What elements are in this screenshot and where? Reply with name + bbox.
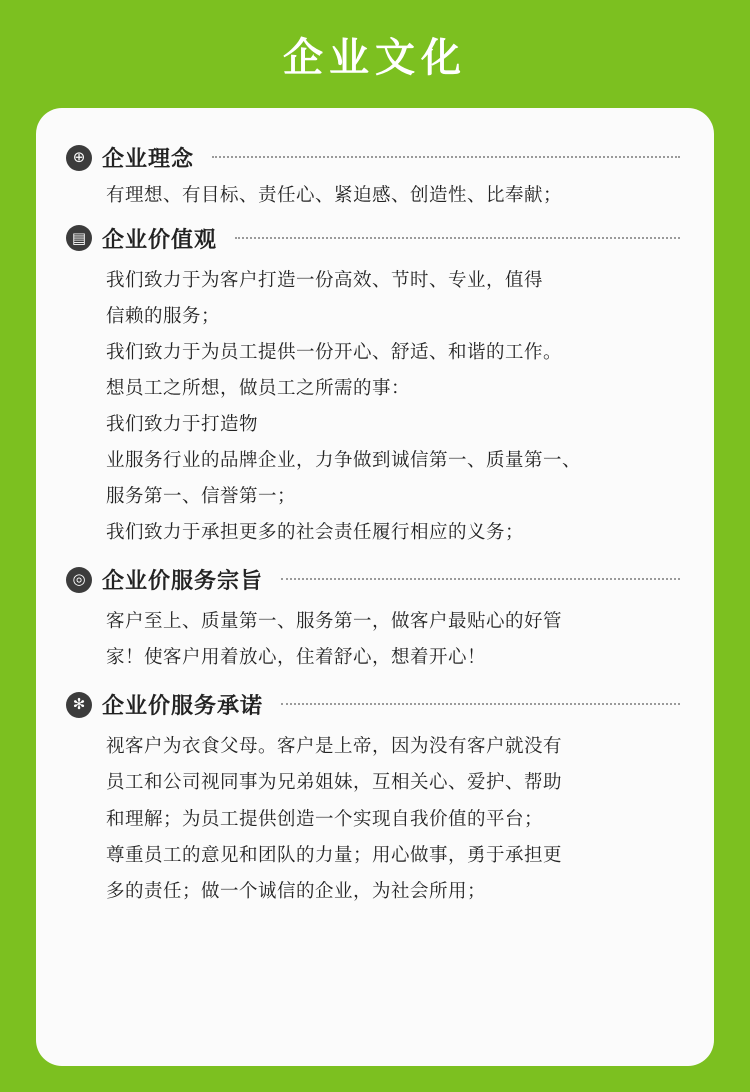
section-divider bbox=[212, 156, 680, 159]
body-line: 想员工之所想，做员工之所需的事： bbox=[106, 376, 411, 398]
section-corporate-values bbox=[66, 223, 684, 551]
handshake-icon: ✻ bbox=[66, 692, 92, 718]
section-body bbox=[66, 603, 684, 675]
body-line: 视客户为衣食父母。客户是上帝，因为没有客户就没有 bbox=[106, 735, 563, 757]
book-icon: ▤ bbox=[66, 225, 92, 251]
section-divider bbox=[281, 578, 680, 581]
section-body bbox=[66, 728, 684, 908]
section-title: 企业理念 bbox=[102, 146, 195, 171]
body-line: 我们致力于为客户打造一份高效、节时、专业，值得 bbox=[106, 268, 544, 290]
section-title: 企业价服务承诺 bbox=[102, 693, 264, 719]
body-line: 尊重员工的意见和团队的力量；用心做事，勇于承担更 bbox=[106, 843, 563, 865]
body-line: 业服务行业的品牌企业，力争做到诚信第一、质量第一、 bbox=[106, 449, 582, 471]
body-line: 我们致力于承担更多的社会责任履行相应的义务； bbox=[106, 521, 525, 543]
content-card bbox=[36, 108, 714, 1066]
section-title: 企业价值观 bbox=[102, 226, 218, 252]
body-line: 我们致力于为员工提供一份开心、舒适、和谐的工作。 bbox=[106, 340, 563, 362]
body-line: 家！使客户用着放心，住着舒心，想着开心！ bbox=[106, 646, 487, 668]
section-corporate-philosophy bbox=[66, 142, 684, 209]
body-line: 多的责任；做一个诚信的企业，为社会所用； bbox=[106, 879, 487, 901]
body-line: 客户至上、质量第一、服务第一，做客户最贴心的好管 bbox=[106, 610, 563, 632]
section-header bbox=[66, 223, 684, 254]
body-line: 有理想、有目标、责任心、紧迫感、创造性、比奉献； bbox=[106, 184, 563, 205]
page-title: 企业文化 bbox=[283, 36, 467, 80]
body-line: 员工和公司视同事为兄弟姐妹，互相关心、爱护、帮助 bbox=[106, 771, 563, 793]
section-divider bbox=[235, 237, 680, 240]
section-header bbox=[66, 142, 684, 173]
body-line: 和理解；为员工提供创造一个实现自我价值的平台； bbox=[106, 807, 544, 829]
section-body bbox=[66, 262, 684, 551]
section-divider bbox=[281, 703, 680, 706]
body-line: 我们致力于打造物 bbox=[106, 413, 259, 434]
body-line: 信赖的服务； bbox=[106, 304, 221, 326]
body-line: 服务第一、信誉第一； bbox=[106, 485, 297, 507]
globe-icon: ⊕ bbox=[66, 145, 92, 171]
section-service-purpose bbox=[66, 564, 684, 675]
section-header bbox=[66, 564, 684, 595]
section-title: 企业价服务宗旨 bbox=[102, 568, 264, 594]
target-icon: ◎ bbox=[66, 567, 92, 593]
section-header bbox=[66, 689, 684, 720]
section-body bbox=[66, 181, 684, 209]
section-service-commitment bbox=[66, 689, 684, 908]
